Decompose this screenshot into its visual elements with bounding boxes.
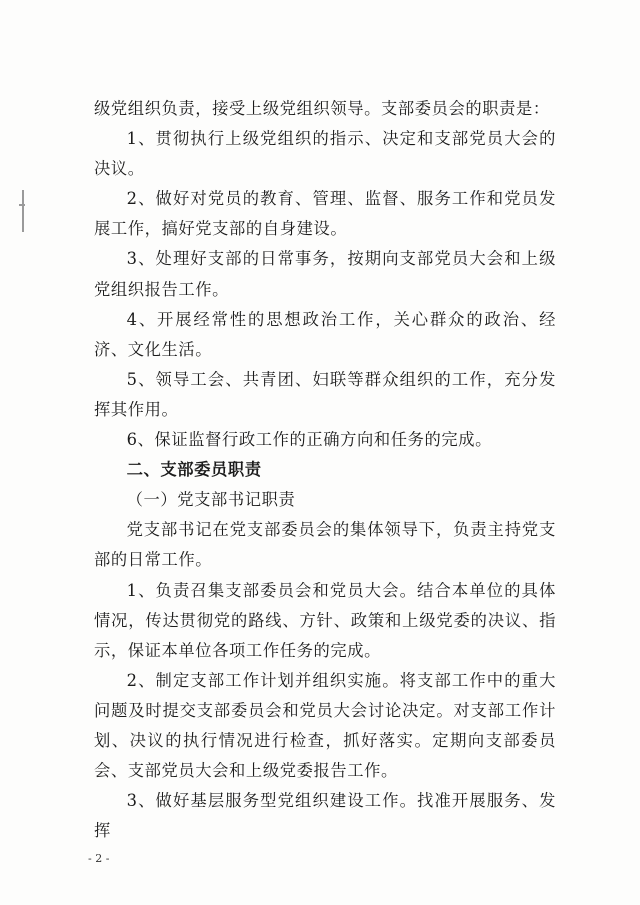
document-body xyxy=(94,94,556,846)
duty-item-3: 3、处理好支部的日常事务，按期向支部党员大会和上级党组织报告工作。 xyxy=(94,249,556,299)
secretary-duty-2: 2、制定支部工作计划并组织实施。将支部工作中的重大问题及时提交支部委员会和党员大会讨论决定。对支部工作计划、决议的执行情况进行检查，抓好落实。定期向支部委员会、支部党员大会和上级党委报告工作。 xyxy=(94,670,556,781)
subsection-heading: （一）党支部书记职责 xyxy=(126,490,296,510)
duty-item-1: 1、贯彻执行上级党组织的指示、决定和支部党员大会的决议。 xyxy=(94,129,556,179)
duty-item-2: 2、做好对党员的教育、管理、监督、服务工作和党员发展工作，搞好党支部的自身建设。 xyxy=(94,189,556,239)
paragraph-continuation: 级党组织负责，接受上级党组织领导。支部委员会的职责是： xyxy=(94,99,550,118)
page-number: - 2 - xyxy=(88,852,110,865)
secretary-duty-3: 3、做好基层服务型党组织建设工作。找准开展服务、发挥 xyxy=(94,791,556,841)
duty-item-5: 5、领导工会、共青团、妇联等群众组织的工作，充分发挥其作用。 xyxy=(94,369,556,419)
binding-mark xyxy=(22,190,24,232)
secretary-duty-1: 1、负责召集支部委员会和党员大会。结合本单位的具体情况，传达贯彻党的路线、方针、政策和上级党委的决议、指示，保证本单位各项工作任务的完成。 xyxy=(94,580,556,660)
duty-item-6: 6、保证监督行政工作的正确方向和任务的完成。 xyxy=(126,430,493,450)
section-heading: 二、支部委员职责 xyxy=(126,460,262,480)
duty-item-4: 4、开展经常性的思想政治工作，关心群众的政治、经济、文化生活。 xyxy=(94,309,556,359)
secretary-intro: 党支部书记在党支部委员会的集体领导下，负责主持党支部的日常工作。 xyxy=(94,520,556,570)
